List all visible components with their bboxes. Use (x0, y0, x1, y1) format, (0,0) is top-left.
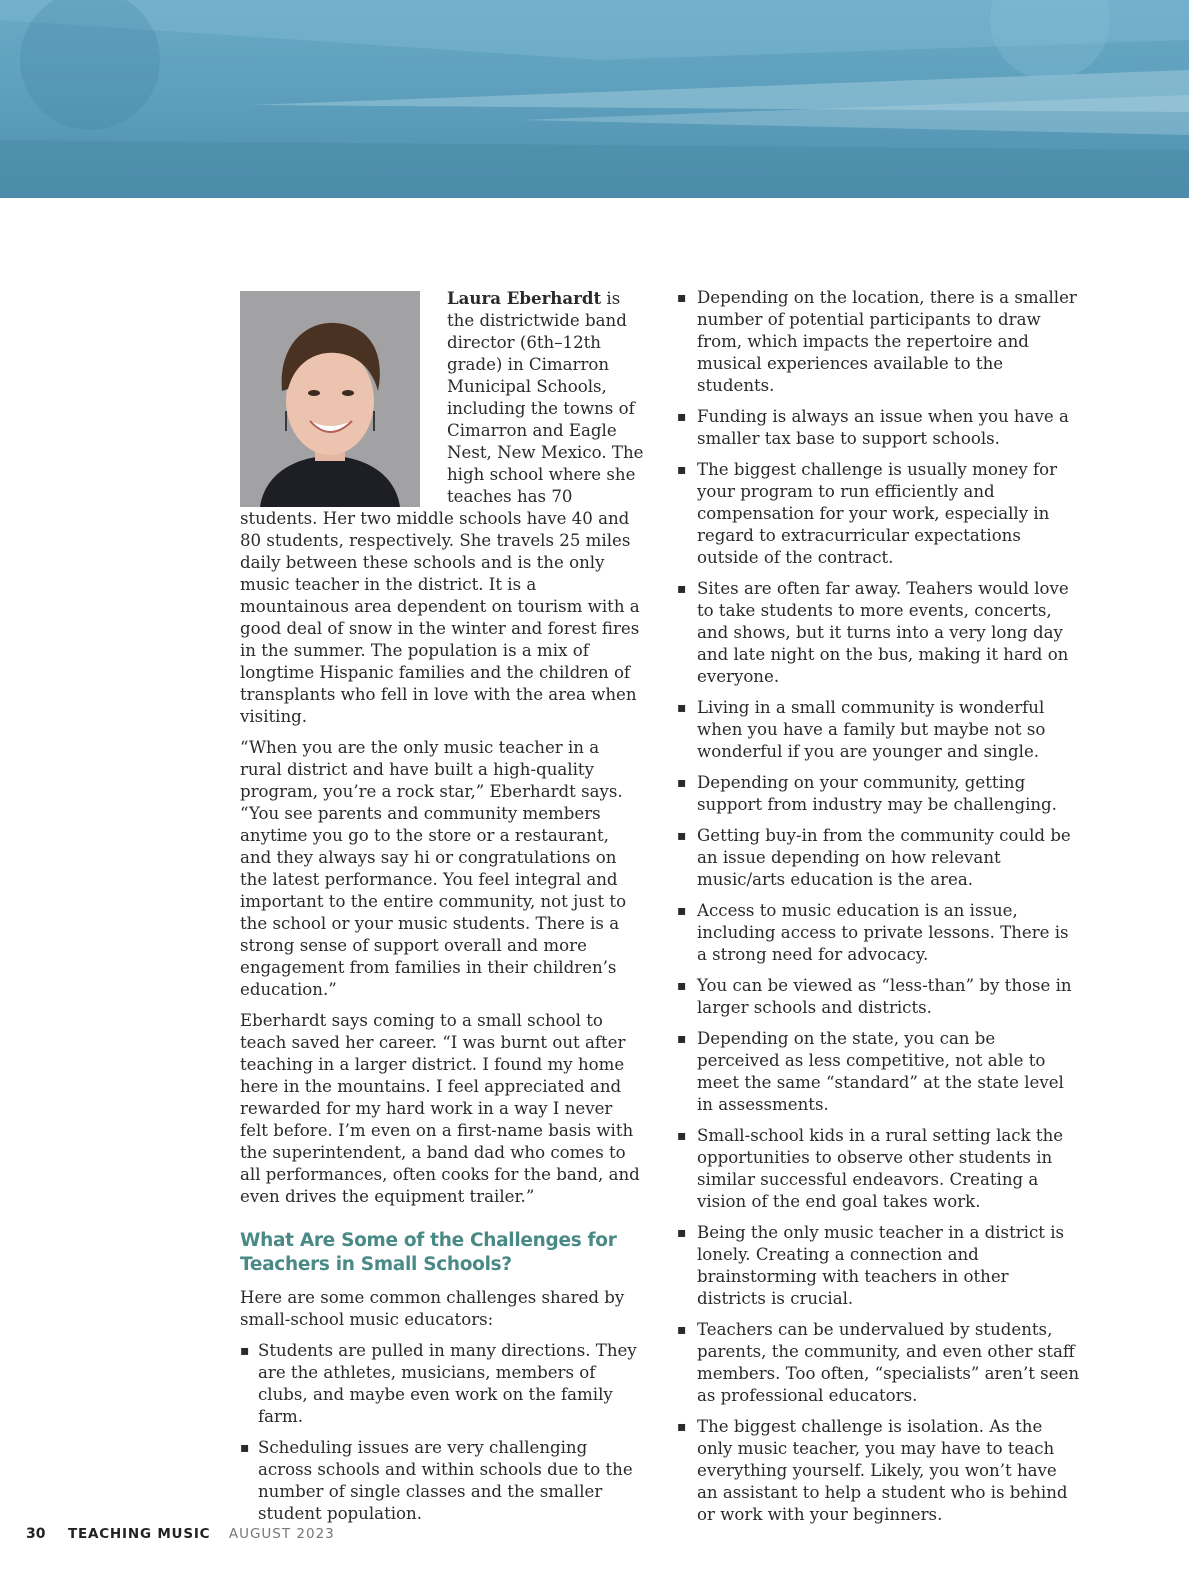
page-number: 30 (26, 1526, 46, 1542)
left-bullet-list (240, 1340, 645, 1525)
list-item: ▪ Depending on the location, there is a smaller number of potential participants to draw from, which impacts the repertoire and musical experiences available to the students. (677, 288, 1077, 395)
right-column (677, 287, 1082, 1535)
list-item: ▪ Living in a small community is wonderful when you have a family but maybe not so wonderful if you are younger and single. (677, 698, 1046, 761)
list-item: ▪ Being the only music teacher in a district is lonely. Creating a connection and brainstorming with teachers in other districts is crucial. (677, 1223, 1065, 1308)
list-item: ▪ Small-school kids in a rural setting lack the opportunities to observe other students in similar successful endeavors. Creating a vision of the end goal takes work. (677, 1126, 1064, 1211)
quote-paragraph: “When you are the only music teacher in a rural district and have built a high-quality program, you’re a rock star,” Eberhardt says. “You see parents and community members anytime you go to the store or a restaurant, and they always say hi or congratulations on the latest performance. You feel integral and important to the entire community, not just to the school or your music students. There is a strong sense of support overall and more engagement from families in their children’s education.” (240, 738, 627, 999)
bullet-icon: ▪ (677, 1322, 687, 1338)
list-item: ▪ Students are pulled in many directions. They are the athletes, musicians, members of clubs, and maybe even work on the family farm. (240, 1341, 637, 1426)
list-item: ▪ Access to music education is an issue, including access to private lessons. There is a strong need for advocacy. (677, 901, 1069, 964)
section-intro: Here are some common challenges shared by small-school music educators: (240, 1288, 625, 1329)
list-item: ▪ Getting buy-in from the community could be an issue depending on how relevant music/arts education is the area. (677, 826, 1071, 889)
list-item: ▪ Teachers can be undervalued by students, parents, the community, and even other staff members. Too often, “specialists” aren’t seen as professional educators. (677, 1320, 1080, 1405)
bullet-icon: ▪ (677, 1128, 687, 1144)
list-item: ▪ The biggest challenge is isolation. As the only music teacher, you may have to teach everything yourself. Likely, you won’t have an assistant to help a student who is behind or work with your beginners. (677, 1417, 1068, 1524)
section-heading: What Are Some of the Challenges for Teachers in Small Schools? (240, 1230, 617, 1275)
bullet-icon: ▪ (240, 1343, 250, 1359)
list-item: ▪ Scheduling issues are very challenging across schools and within schools due to the number of single classes and the smaller student population. (240, 1438, 633, 1523)
portrait-photo (240, 291, 420, 507)
bullet-icon: ▪ (677, 978, 687, 994)
header-banner (0, 0, 1189, 198)
profile-name: Laura Eberhardt (447, 288, 602, 308)
bullet-icon: ▪ (677, 903, 687, 919)
left-column (240, 287, 645, 1534)
list-item: ▪ The biggest challenge is usually money for your program to run efficiently and compensation for your work, especially in regard to extracurricular expectations outside of the contract. (677, 460, 1058, 567)
profile-text: is the districtwide band director (6th–12th grade) in Cimarron Municipal Schools, including the towns of Cimarron and Eagle Nest, New Mexico. The high school where she teaches has 70 students. Her two middle schools have 40 and 80 students, respectively. She travels 25 miles daily between these schools and is the only music teacher in the district. It is a mountainous area dependent on tourism with a good deal of snow in the winter and forest fires in the summer. The population is a mix of longtime Hispanic families and the children of transplants who fell in love with the area when visiting. (240, 289, 644, 726)
bullet-icon: ▪ (677, 828, 687, 844)
list-item: ▪ Funding is always an issue when you have a smaller tax base to support schools. (677, 407, 1069, 448)
bullet-icon: ▪ (677, 775, 687, 791)
list-item: ▪ Sites are often far away. Teahers would love to take students to more events, concerts, and shows, but it turns into a very long day and late night on the bus, making it hard on everyone. (677, 579, 1069, 686)
list-item: ▪ Depending on the state, you can be perceived as less competitive, not able to meet the same “standard” at the state level in assessments. (677, 1029, 1064, 1114)
magazine-title: TEACHING MUSIC (67, 1526, 211, 1542)
bullet-icon: ▪ (677, 462, 687, 478)
banner-texture (0, 0, 1189, 198)
bullet-icon: ▪ (677, 581, 687, 597)
bullet-icon: ▪ (677, 700, 687, 716)
bullet-icon: ▪ (677, 290, 687, 306)
career-paragraph: Eberhardt says coming to a small school to teach saved her career. “I was burnt out after teaching in a larger district. I found my home here in the mountains. I feel appreciated and rewarded for my hard work in a way I never felt before. I’m even on a first-name basis with the superintendent, a band dad who comes to all performances, often cooks for the band, and even drives the equipment trailer.” (240, 1011, 640, 1206)
bullet-icon: ▪ (240, 1440, 250, 1456)
issue-date: AUGUST 2023 (228, 1526, 335, 1542)
list-item: ▪ Depending on your community, getting support from industry may be challenging. (677, 773, 1057, 814)
bullet-icon: ▪ (677, 409, 687, 425)
page-footer (26, 1526, 335, 1542)
right-bullet-list (677, 287, 1082, 1526)
list-item: ▪ You can be viewed as “less-than” by those in larger schools and districts. (677, 976, 1072, 1017)
bullet-icon: ▪ (677, 1419, 687, 1435)
bullet-icon: ▪ (677, 1031, 687, 1047)
bullet-icon: ▪ (677, 1225, 687, 1241)
